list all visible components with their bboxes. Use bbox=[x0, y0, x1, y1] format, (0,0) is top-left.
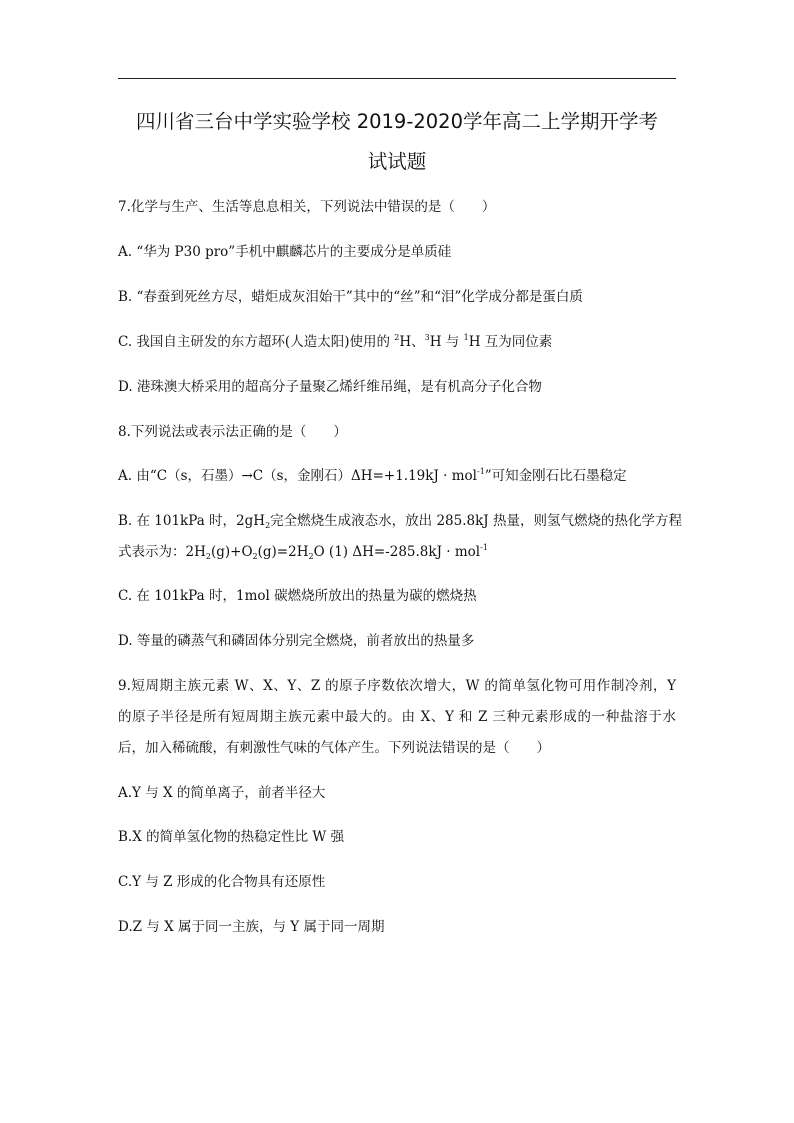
equation-text-3: (g)=2H bbox=[257, 544, 309, 560]
option-a-text-1: A. 由“C（s，石墨）→C（s，金刚石）ΔH=+1.19kJ · mol bbox=[118, 468, 477, 484]
equation-text-4: O (1) ΔH=-285.8kJ · mol bbox=[313, 544, 481, 560]
question-8-option-c: C. 在 101kPa 时，1mol 碳燃烧所放出的热量为碳的燃烧热 bbox=[118, 588, 477, 604]
question-8-option-b-line2 bbox=[118, 543, 488, 561]
subscript: 2 bbox=[308, 552, 314, 561]
equation-text-1: 式表示为：2H bbox=[118, 544, 206, 560]
question-8-stem: 8.下列说法或表示法正确的是（ ） bbox=[118, 424, 347, 440]
question-9-stem-line1: 9.短周期主族元素 W、X、Y、Z 的原子序数依次增大，W 的简单氢化物可用作制冷剂，Y bbox=[118, 678, 676, 694]
page-title-line1: 四川省三台中学实验学校 2019-2020学年高二上学期开学考 bbox=[136, 110, 658, 133]
question-7-option-a: A. “华为 P30 pro”手机中麒麟芯片的主要成分是单质硅 bbox=[118, 244, 452, 260]
header-rule bbox=[118, 78, 676, 79]
equation-text-2: (g)+O bbox=[210, 544, 253, 560]
option-c-text-2: H、 bbox=[399, 334, 425, 350]
question-7-option-b: B. “春蚕到死丝方尽，蜡炬成灰泪始干”其中的“丝”和“泪”化学成分都是蛋白质 bbox=[118, 289, 583, 305]
question-7-option-d: D. 港珠澳大桥采用的超高分子量聚乙烯纤维吊绳，是有机高分子化合物 bbox=[118, 379, 542, 395]
question-8-option-d: D. 等量的磷蒸气和磷固体分别完全燃烧，前者放出的热量多 bbox=[118, 633, 475, 649]
question-9-stem-line2: 的原子半径是所有短周期主族元素中最大的。由 X、Y 和 Z 三种元素形成的一种盐溶于水 bbox=[118, 709, 676, 725]
option-c-text-4: H 互为同位素 bbox=[468, 334, 553, 350]
subscript: 2 bbox=[265, 521, 271, 530]
question-9-option-a: A.Y 与 X 的简单离子，前者半径大 bbox=[118, 785, 326, 801]
subscript: 2 bbox=[252, 552, 258, 561]
question-9-option-b: B.X 的简单氢化物的热稳定性比 W 强 bbox=[118, 829, 345, 845]
question-9-option-d: D.Z 与 X 属于同一主族，与 Y 属于同一周期 bbox=[118, 919, 385, 935]
option-b-text-1: B. 在 101kPa 时，2gH bbox=[118, 513, 266, 529]
option-a-text-2: ”可知金刚石比石墨稳定 bbox=[484, 468, 627, 484]
option-c-text-1: C. 我国自主研发的东方超环(人造太阳)使用的 bbox=[118, 334, 395, 350]
unit-exponent: -1 bbox=[476, 467, 485, 476]
question-9-option-c: C.Y 与 Z 形成的化合物具有还原性 bbox=[118, 874, 326, 890]
option-c-text-3: H 与 bbox=[429, 334, 464, 350]
isotope-mass-2: 2 bbox=[394, 333, 400, 342]
subscript: 2 bbox=[205, 552, 211, 561]
question-9-stem-line3: 后，加入稀硫酸，有刺激性气味的气体产生。下列说法错误的是（ ） bbox=[118, 740, 550, 756]
isotope-mass-3: 3 bbox=[424, 333, 430, 342]
unit-exponent: -1 bbox=[480, 543, 488, 552]
question-8-option-b-line1 bbox=[118, 512, 682, 530]
isotope-mass-1: 1 bbox=[463, 333, 469, 342]
option-b-text-2: 完全燃烧生成液态水，放出 285.8kJ 热量，则氢气燃烧的热化学方程 bbox=[270, 513, 682, 529]
question-7-option-c bbox=[118, 333, 552, 351]
page-title-line2: 试试题 bbox=[367, 150, 427, 173]
question-7-stem: 7.化学与生产、生活等息息相关，下列说法中错误的是（ ） bbox=[118, 199, 496, 215]
question-8-option-a bbox=[118, 467, 627, 485]
